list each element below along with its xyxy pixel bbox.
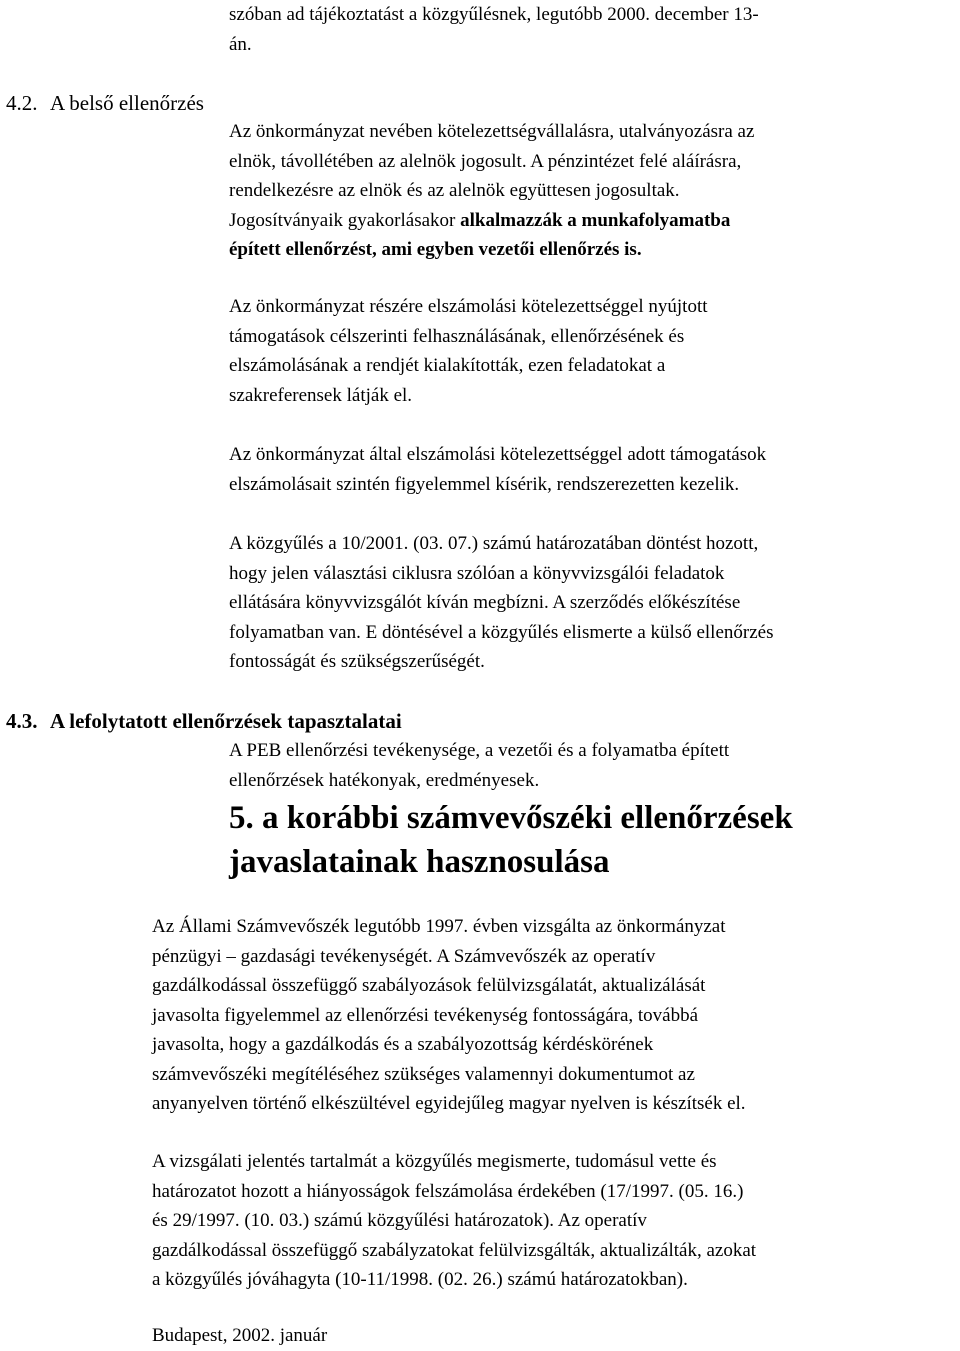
text-line: rendelkezésre az elnök és az alelnök együttesen jogosultak. — [229, 180, 680, 201]
chapter-5-heading — [229, 796, 949, 884]
text-line: A vizsgálati jelentés tartalmát a közgyűlés megismerte, tudomásul vette és — [152, 1151, 717, 1172]
text-bold: épített ellenőrzést, ami egyben vezetői ellenőrzés is. — [229, 239, 642, 260]
continuation-paragraph — [229, 0, 959, 59]
text-line — [229, 235, 959, 265]
section-4-2-heading — [6, 88, 204, 118]
text-line: szakreferensek látják el. — [229, 384, 413, 406]
text-bold: alkalmazzák a munkafolyamatba — [460, 209, 731, 231]
place-and-date — [152, 1321, 958, 1351]
text-line: elnök, távollétében az alelnök jogosult. A pénzintézet felé aláírásra, — [229, 150, 742, 172]
text-line: A közgyűlés a 10/2001. (03. 07.) számú határozatában döntést hozott, — [229, 533, 759, 554]
text-line: ellenőrzések hatékonyak, eredményesek. — [229, 769, 540, 791]
text-line: a közgyűlés jóváhagyta (10-11/1998. (02. 26.) számú határozatokban). — [152, 1269, 688, 1290]
text-line: javasolta, hogy a gazdálkodás és a szabályozottság kérdéskörének — [152, 1034, 654, 1055]
text-line: Budapest, 2002. január — [152, 1325, 328, 1346]
text-line: Az önkormányzat által elszámolási kötelezettséggel adott támogatások — [229, 444, 767, 465]
text-line: fontosságát és szükségszerűségét. — [229, 651, 485, 672]
text-line: Az Állami Számvevőszék legutóbb 1997. évben vizsgálta az önkormányzat — [152, 916, 726, 937]
section-number: 4.3. — [6, 709, 38, 733]
text-line: elszámolásának a rendjét kialakították, ezen feladatokat a — [229, 355, 666, 376]
text-line: javasolta figyelemmel az ellenőrzési tevékenység fontosságára, továbbá — [152, 1004, 699, 1026]
text-line: szóban ad tájékoztatást a közgyűlésnek, legutóbb 2000. december 13- — [229, 4, 759, 25]
section-4-2-paragraph-4 — [229, 529, 959, 677]
text-line: hogy jelen választási ciklusra szólóan a könyvvizsgálói feladatok — [229, 562, 725, 584]
section-4-3-heading — [6, 706, 402, 736]
text-line: számvevőszéki megítéléséhez szükséges valamennyi dokumentumot az — [152, 1063, 695, 1085]
text-line: gazdálkodással összefüggő szabályozások felülvizsgálatát, aktualizálását — [152, 975, 706, 996]
text-line: A PEB ellenőrzési tevékenysége, a vezetői és a folyamatba épített — [229, 740, 730, 761]
text-line: támogatások célszerinti felhasználásának, ellenőrzésének és — [229, 325, 685, 347]
heading-line: javaslatainak hasznosulása — [229, 844, 610, 880]
text-line: pénzügyi – gazdasági tevékenységét. A Számvevőszék az operatív — [152, 945, 656, 967]
section-title: A lefolytatott ellenőrzések tapasztalatai — [50, 709, 402, 733]
text-line — [229, 206, 959, 236]
text-line: elszámolásait szintén figyelemmel kísérik, rendszerezetten kezelik. — [229, 473, 740, 495]
text-line: határozatot hozott a hiányosságok felszámolása érdekében (17/1997. (05. 16.) — [152, 1180, 744, 1202]
chapter-5-paragraph-1 — [152, 912, 958, 1119]
text-line: folyamatban van. E döntésével a közgyűlés elismerte a külső ellenőrzés — [229, 621, 774, 643]
section-4-2-paragraph-1 — [229, 117, 959, 265]
heading-line: 5. a korábbi számvevőszéki ellenőrzések — [229, 800, 793, 836]
section-4-3-paragraph — [229, 736, 959, 795]
text-line: gazdálkodással összefüggő szabályzatokat felülvizsgálták, aktualizálták, azokat — [152, 1239, 757, 1261]
text-line: ellátására könyvvizsgálót kíván megbízni. A szerződés előkészítése — [229, 592, 741, 613]
text-line: Az önkormányzat nevében kötelezettségvállalásra, utalványozásra az — [229, 121, 755, 142]
section-4-2-paragraph-3 — [229, 440, 959, 499]
text-normal: Jogosítványaik gyakorlásakor — [229, 209, 461, 231]
section-4-2-paragraph-2 — [229, 292, 959, 410]
text-line: és 29/1997. (10. 03.) számú közgyűlési határozatok). Az operatív — [152, 1210, 647, 1231]
text-line: anyanyelven történő elkészültével egyidejűleg magyar nyelven is készítsék el. — [152, 1093, 746, 1114]
text-line: Az önkormányzat részére elszámolási kötelezettséggel nyújtott — [229, 296, 708, 317]
section-number: 4.2. — [6, 91, 38, 115]
section-title: A belső ellenőrzés — [50, 91, 204, 115]
text-line: án. — [229, 33, 252, 55]
chapter-5-paragraph-2 — [152, 1147, 958, 1295]
